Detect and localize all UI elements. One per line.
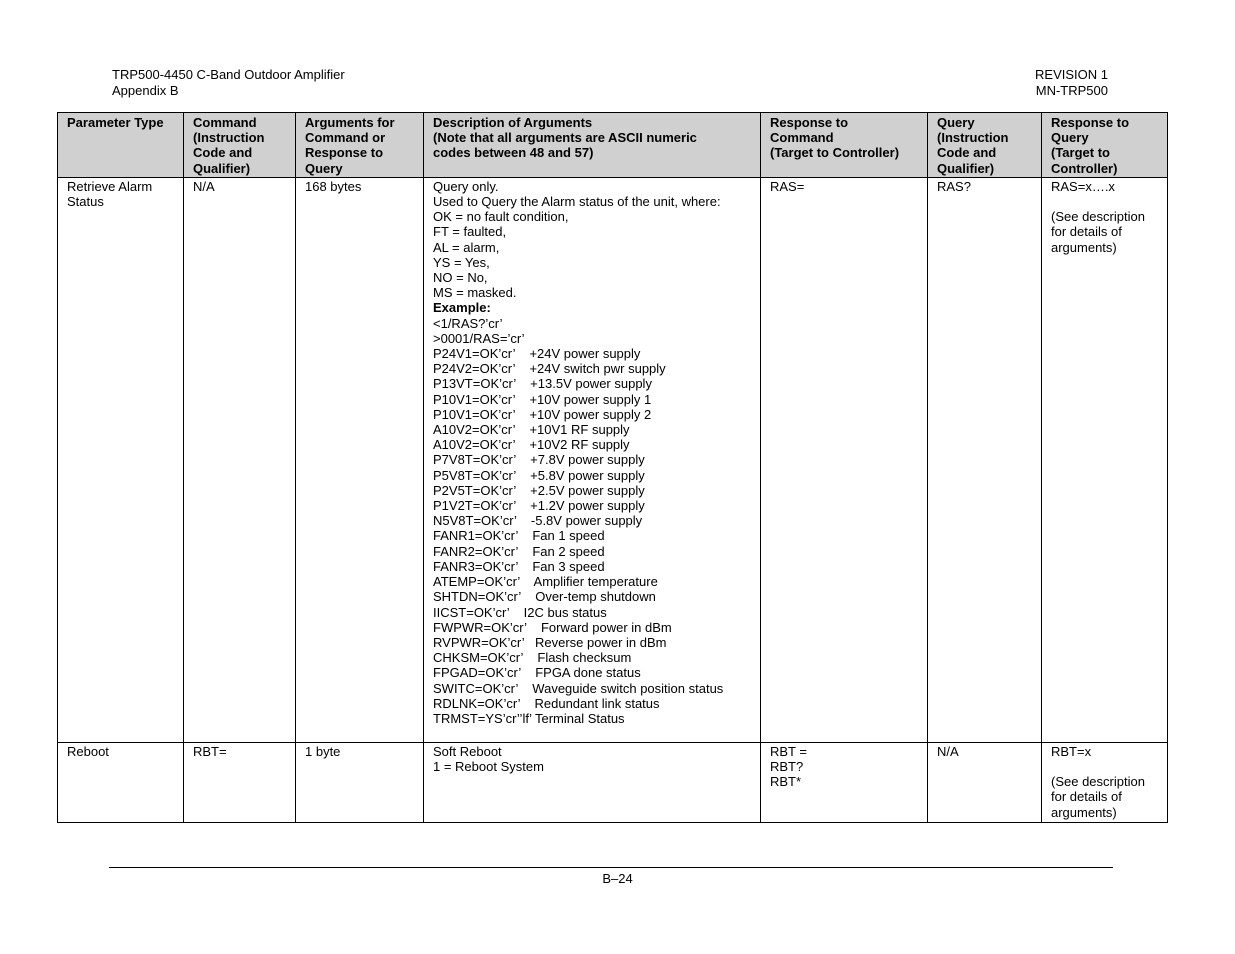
alarm-status-line: A10V2=OK’cr’ +10V2 RF supply <box>433 437 630 453</box>
cell-response-to-command: RAS= <box>761 177 928 742</box>
page-number: B–24 <box>602 871 633 886</box>
col-header-arguments: Arguments for Command or Response to Query <box>296 113 424 178</box>
cell-command: N/A <box>184 177 296 742</box>
cell-parameter-type: Retrieve Alarm Status <box>58 177 184 742</box>
alarm-status-line: SHTDN=OK’cr’ Over-temp shutdown <box>433 589 656 605</box>
document-title: TRP500-4450 C-Band Outdoor Amplifier <box>112 67 345 82</box>
alarm-status-line: P13VT=OK’cr’ +13.5V power supply <box>433 376 652 392</box>
table-header-row <box>58 113 1168 178</box>
example-label: Example: <box>433 300 491 316</box>
alarm-status-line: FWPWR=OK’cr’ Forward power in dBm <box>433 619 672 635</box>
alarm-status-line: P5V8T=OK’cr’ +5.8V power supply <box>433 467 645 483</box>
alarm-status-list <box>433 346 752 726</box>
alarm-status-line: P1V2T=OK’cr’ +1.2V power supply <box>433 498 645 514</box>
col-header-description: Description of Arguments (Note that all arguments are ASCII numeric codes between 48 and 57) <box>424 113 761 178</box>
cell-arguments: 168 bytes <box>296 177 424 742</box>
col-header-query: Query (Instruction Code and Qualifier) <box>928 113 1042 178</box>
alarm-status-line: FPGAD=OK’cr’ FPGA done status <box>433 665 641 681</box>
cell-arguments: 1 byte <box>296 742 424 822</box>
alarm-status-line: A10V2=OK’cr’ +10V1 RF supply <box>433 422 630 438</box>
table-row-retrieve-alarm-status <box>58 177 1168 742</box>
running-header-right <box>1035 67 1108 99</box>
alarm-status-line: RDLNK=OK’cr’ Redundant link status <box>433 695 660 711</box>
cell-parameter-type: Reboot <box>58 742 184 822</box>
document-number: MN-TRP500 <box>1035 83 1108 98</box>
cell-query: N/A <box>928 742 1042 822</box>
command-table <box>57 112 1168 823</box>
footer-rule <box>109 867 1113 868</box>
alarm-status-line: P10V1=OK’cr’ +10V power supply 2 <box>433 406 652 422</box>
col-header-response-to-command: Response to Command (Target to Controller) <box>761 113 928 178</box>
alarm-status-line: P24V1=OK’cr’ +24V power supply <box>433 346 641 362</box>
alarm-status-line: TRMST=YS’cr’’lf’ Terminal Status <box>433 710 625 726</box>
alarm-status-line: P7V8T=OK’cr’ +7.8V power supply <box>433 452 645 468</box>
cell-query: RAS? <box>928 177 1042 742</box>
alarm-status-line: SWITC=OK’cr’ Waveguide switch position status <box>433 680 724 696</box>
cell-response-to-query: RBT=x (See description for details of arguments) <box>1042 742 1168 822</box>
col-header-parameter-type: Parameter Type <box>58 113 184 178</box>
table-row-reboot <box>58 742 1168 822</box>
cell-response-to-command: RBT = RBT? RBT* <box>761 742 928 822</box>
col-header-response-to-query: Response to Query (Target to Controller) <box>1042 113 1168 178</box>
col-header-command: Command (Instruction Code and Qualifier) <box>184 113 296 178</box>
running-header-left <box>112 67 345 99</box>
alarm-status-line: IICST=OK’cr’ I2C bus status <box>433 604 607 620</box>
alarm-status-line: FANR1=OK’cr’ Fan 1 speed <box>433 528 605 544</box>
cell-description: Soft Reboot 1 = Reboot System <box>424 742 761 822</box>
appendix-label: Appendix B <box>112 83 179 98</box>
alarm-status-line: RVPWR=OK’cr’ Reverse power in dBm <box>433 634 667 650</box>
cell-response-to-query: RAS=x….x (See description for details of arguments) <box>1042 177 1168 742</box>
alarm-status-line: P2V5T=OK’cr’ +2.5V power supply <box>433 482 645 498</box>
cell-command: RBT= <box>184 742 296 822</box>
alarm-status-line: N5V8T=OK’cr’ -5.8V power supply <box>433 513 643 529</box>
alarm-status-line: FANR2=OK’cr’ Fan 2 speed <box>433 543 605 559</box>
alarm-status-line: P10V1=OK’cr’ +10V power supply 1 <box>433 391 652 407</box>
cell-description: Query only. Used to Query the Alarm status of the unit, where: OK = no fault condition, FT = faulted, AL = alarm, YS = Yes, NO = No, MS = masked. Example: <1/RAS?’cr’ >0001/RAS=’cr’ P24V1=OK’cr’ +24V power supply P24V2=OK’cr’ +24V switch pwr supply P13VT=OK’cr’ +13.5V power supply P10V1=OK’cr’ +10V power supply 1 P10V1=OK’cr’ +10V power supply 2 A10V2=OK’cr’ +10V1 RF supply A10V2=OK’cr’ +10V2 RF supply P7V8T=OK’cr’ +7.8V power supply P5V8T=OK’cr’ +5.8V power supply P2V5T=OK’cr’ +2.5V power supply P1V2T=OK’cr’ +1.2V power supply N5V8T=OK’cr’ -5.8V power supply FANR1=OK’cr’ Fan 1 speed FANR2=OK’cr’ Fan 2 speed FANR3=OK’cr’ Fan 3 speed ATEMP=OK’cr’ Amplifier temperature SHTDN=OK’cr’ Over-temp shutdown IICST=OK’cr’ I2C bus status FWPWR=OK’cr’ Forward power in dBm RVPWR=OK’cr’ Reverse power in dBm CHKSM=OK’cr’ Flash checksum FPGAD=OK’cr’ FPGA done status SWITC=OK’cr’ Waveguide switch position status RDLNK=OK’cr’ Redundant link status TRMST=YS’cr’’lf’ Terminal Status <box>424 177 761 742</box>
alarm-status-line: CHKSM=OK’cr’ Flash checksum <box>433 650 632 666</box>
alarm-status-line: P24V2=OK’cr’ +24V switch pwr supply <box>433 361 666 377</box>
alarm-status-line: ATEMP=OK’cr’ Amplifier temperature <box>433 574 658 590</box>
alarm-status-line: FANR3=OK’cr’ Fan 3 speed <box>433 558 605 574</box>
revision-label: REVISION 1 <box>1035 67 1108 82</box>
